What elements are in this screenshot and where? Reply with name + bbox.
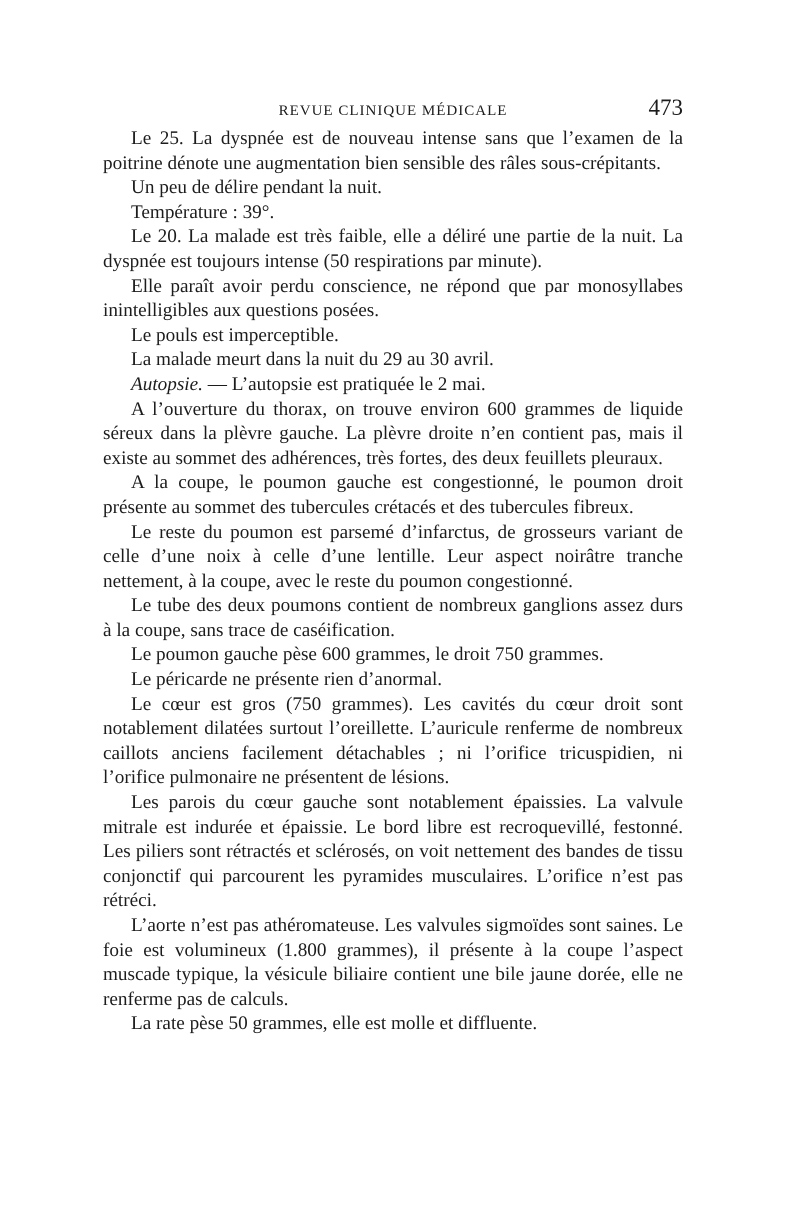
paragraph: L’aorte n’est pas athéromateuse. Les valvules sigmoïdes sont saines. Le foie est volumineux (1.800 grammes), il présente à la coupe l’aspect muscade typique, la vésicule biliaire contient une bile jaune dorée, elle ne renferme pas de calculs. xyxy=(103,915,683,1010)
journal-title: REVUE CLINIQUE MÉDICALE xyxy=(278,103,508,119)
paragraph: Le 20. La malade est très faible, elle a déliré une partie de la nuit. La dyspnée est toujours intense (50 respirations par minute). xyxy=(103,226,683,272)
paragraph: Le reste du poumon est parsemé d’infarctus, de grosseurs variant de celle d’une noix à celle d’une lentille. Leur aspect noirâtre tranche nettement, à la coupe, avec le reste du poumon congestionné. xyxy=(103,521,683,592)
paragraph: Température : 39°. xyxy=(131,201,275,223)
autopsy-paragraph xyxy=(103,373,683,398)
paragraph: A l’ouverture du thorax, on trouve environ 600 grammes de liquide séreux dans la plèvre gauche. La plèvre droite n’en contient pas, mais il existe au sommet des adhérences, très fortes, des deux feuillets pleuraux. xyxy=(103,398,683,469)
body-text xyxy=(103,127,683,1037)
autopsy-text: — L’autopsie est pratiquée le 2 mai. xyxy=(202,373,486,395)
paragraph: Le pouls est imperceptible. xyxy=(131,324,339,346)
paragraph: Les parois du cœur gauche sont notablement épaissies. La valvule mitrale est indurée et épaissie. Le bord libre est recroquevillé, festonné. Les piliers sont rétractés et sclérosés, on voit nettement des bandes de tissu conjonctif qui parcourent les pyramides musculaires. L’orifice n’est pas rétréci. xyxy=(103,792,683,912)
paragraph: Le 25. La dyspnée est de nouveau intense sans que l’examen de la poitrine dénote une augmentation bien sensible des râles sous-crépitants. xyxy=(103,128,683,174)
paragraph: Le cœur est gros (750 grammes). Les cavités du cœur droit sont notablement dilatées surtout l’oreillette. L’auricule renferme de nombreux caillots anciens facilement détachables ; ni l’orifice tricuspidien, ni l’orifice pulmonaire ne présentent de lésions. xyxy=(103,693,683,789)
paragraph: Le péricarde ne présente rien d’anormal. xyxy=(131,669,443,691)
paragraph: A la coupe, le poumon gauche est congestionné, le poumon droit présente au sommet des tubercules crétacés et des tubercules fibreux. xyxy=(103,472,683,518)
paragraph: La malade meurt dans la nuit du 29 au 30 avril. xyxy=(131,349,494,371)
autopsy-label: Autopsie. xyxy=(131,373,203,395)
paragraph: Un peu de délire pendant la nuit. xyxy=(131,177,382,199)
paragraph: Le poumon gauche pèse 600 grammes, le droit 750 grammes. xyxy=(131,644,604,666)
paragraph: La rate pèse 50 grammes, elle est molle et diffluente. xyxy=(131,1013,538,1035)
paragraph: Le tube des deux poumons contient de nombreux ganglions assez durs à la coupe, sans trace de caséification. xyxy=(103,595,683,641)
paragraph: Elle paraît avoir perdu conscience, ne répond que par monosyllabes inintelligibles aux questions posées. xyxy=(103,275,683,322)
page-number: 473 xyxy=(648,95,683,120)
running-head xyxy=(103,95,683,125)
